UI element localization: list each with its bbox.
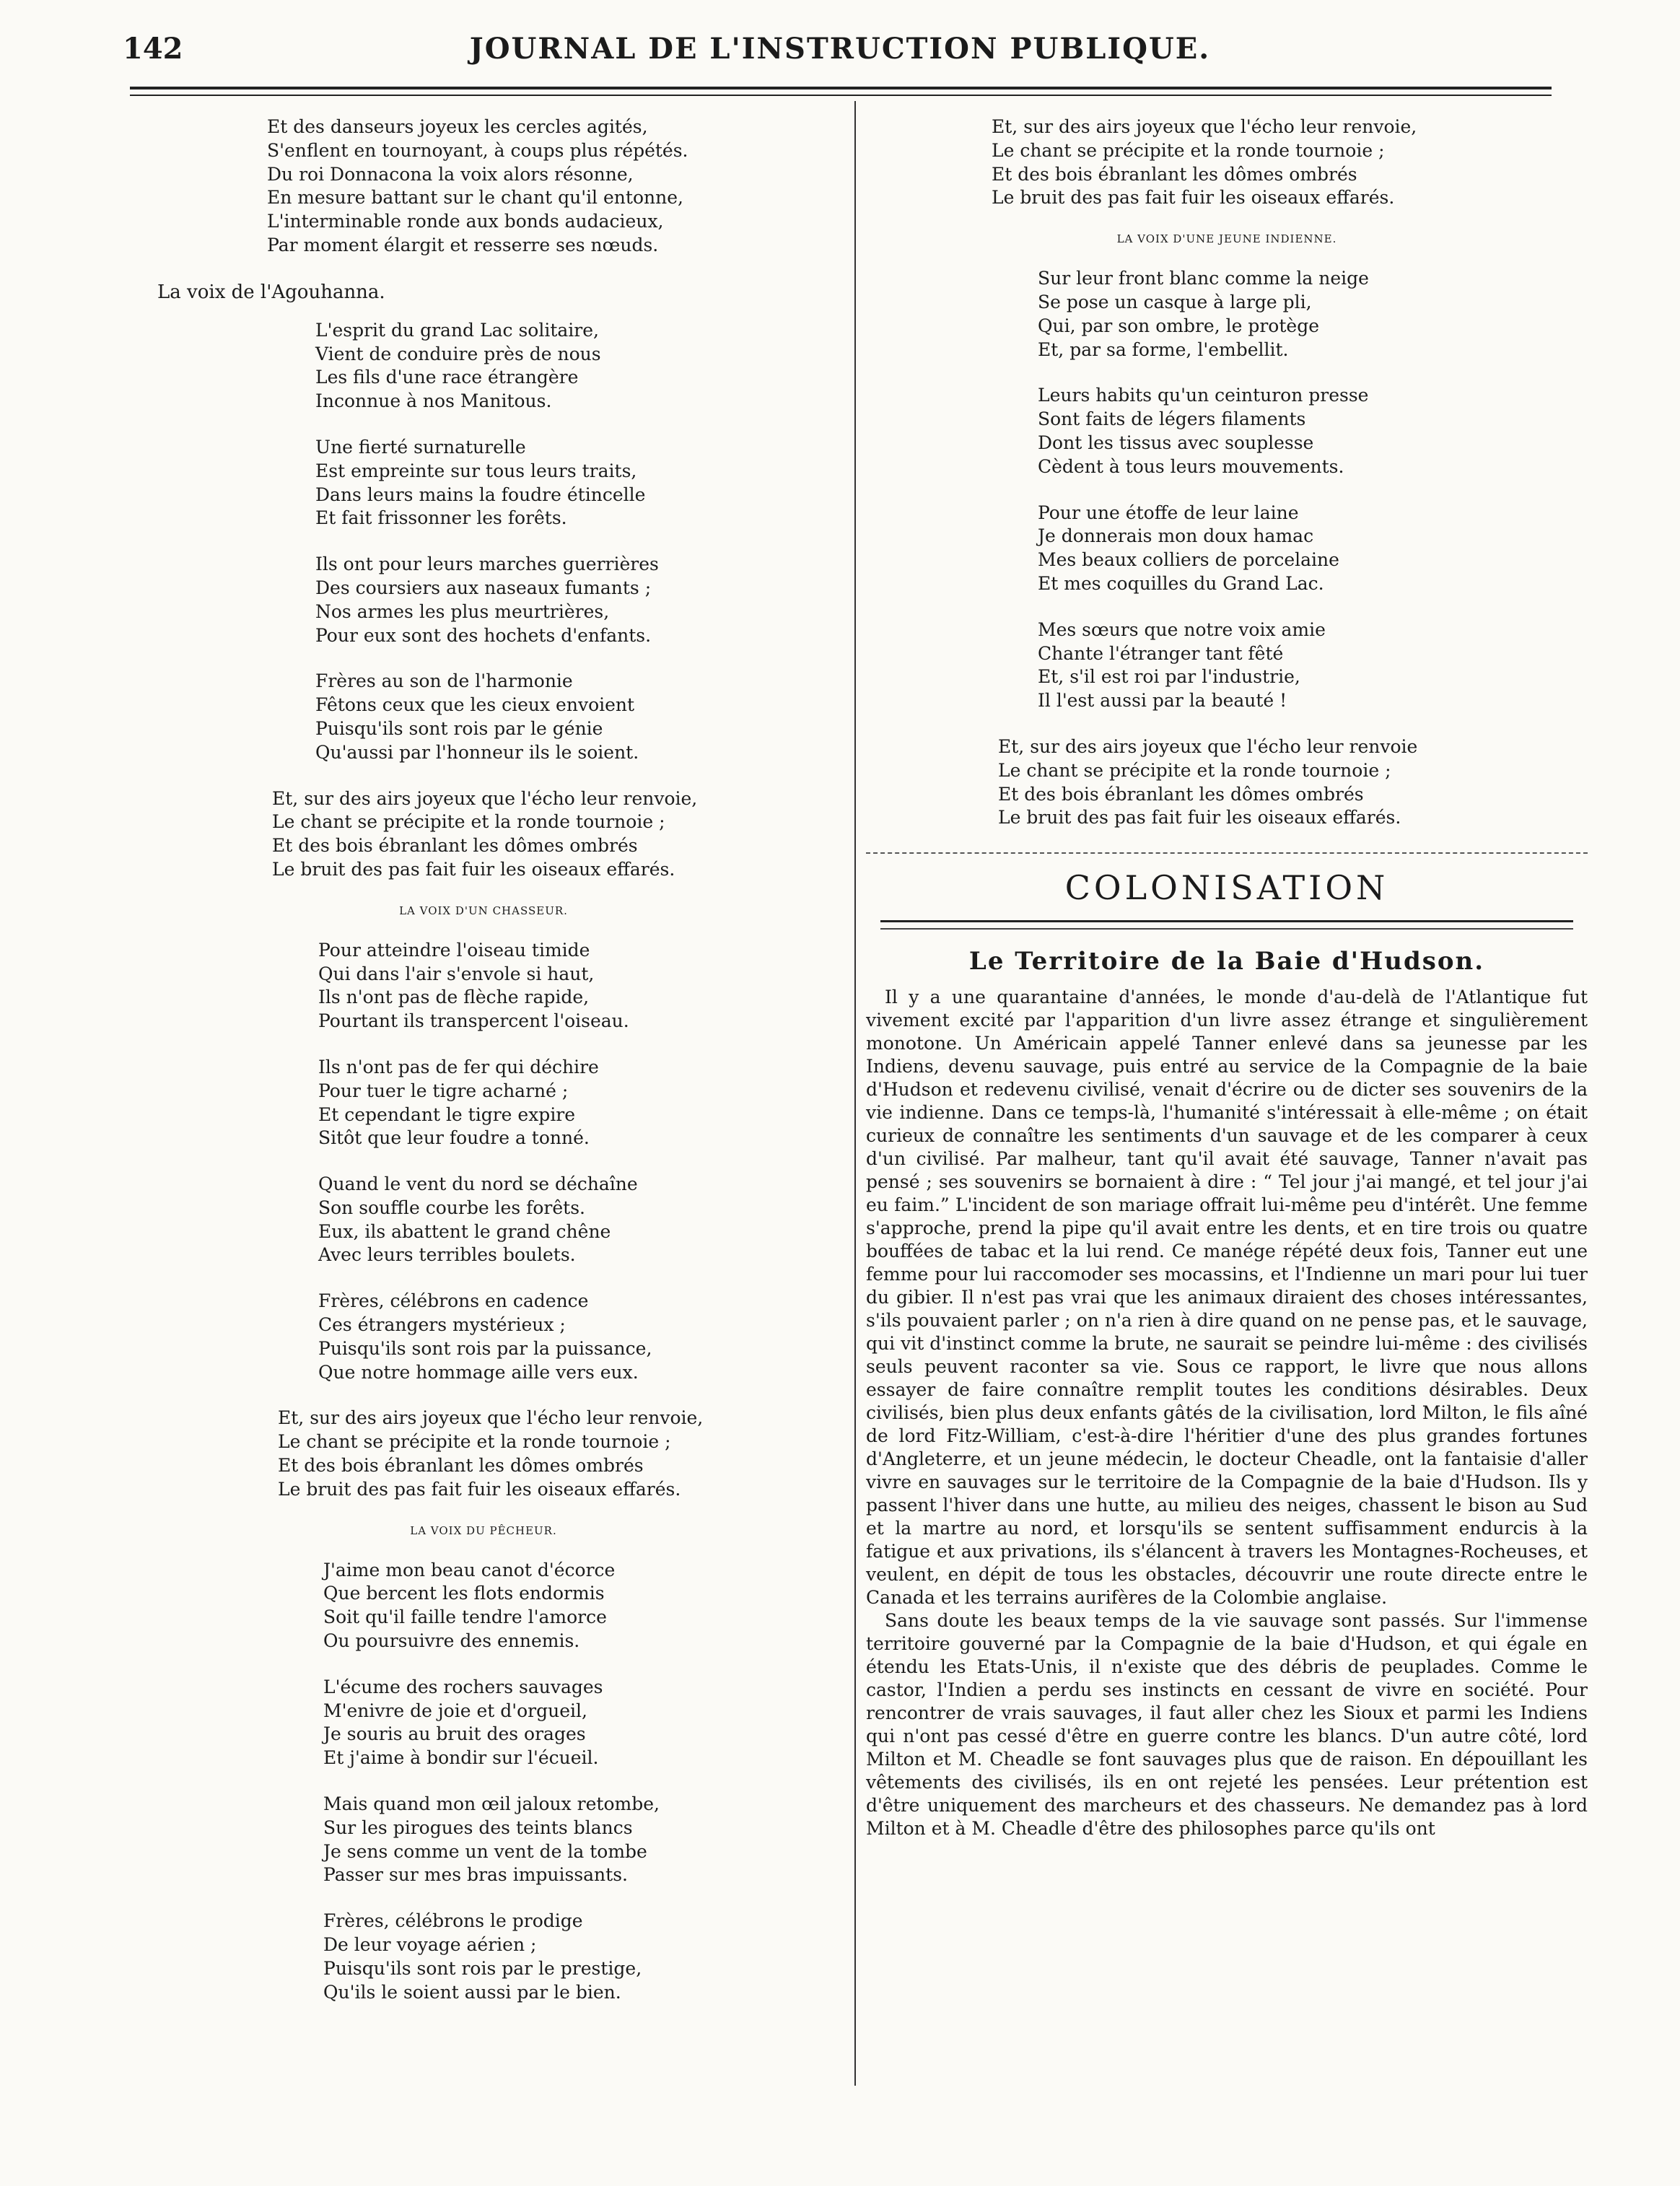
verse-line: Mes sœurs que notre voix amie [1038, 618, 1326, 640]
verse-line: Pourtant ils transpercent l'oiseau. [318, 1010, 629, 1032]
verse-line: Les fils d'une race étrangère [315, 367, 579, 388]
verse-line: Il l'est aussi par la beauté ! [1038, 690, 1287, 712]
refrain-bottom [998, 735, 1588, 830]
stanza [318, 939, 823, 1033]
verse-line: Est empreinte sur tous leurs traits, [315, 460, 637, 481]
verse-line: Par moment élargit et resserre ses nœuds. [267, 234, 659, 255]
refrain-1 [272, 787, 823, 882]
refrain-top [992, 115, 1588, 210]
stanza [315, 553, 823, 647]
stanza [318, 1290, 823, 1384]
pecheur-song [323, 1559, 823, 2005]
verse-line: Leurs habits qu'un ceinturon presse [1038, 385, 1369, 406]
verse-line: Cèdent à tous leurs mouvements. [1038, 455, 1344, 477]
verse-line: Pour atteindre l'oiseau timide [318, 939, 590, 961]
verse-line: Frères, célébrons le prodige [323, 1910, 583, 1932]
article-title: Le Territoire de la Baie d'Hudson. [968, 947, 1485, 976]
verse-line: Et cependant le tigre expire [318, 1103, 576, 1125]
verse-line: Je souris au bruit des orages [323, 1723, 586, 1745]
verse-line: Sitôt que leur foudre a tonné. [318, 1127, 590, 1149]
verse-line: En mesure battant sur le chant qu'il entonne, [267, 187, 683, 209]
verse-line: Je donnerais mon doux hamac [1038, 525, 1314, 547]
stanza [1038, 267, 1588, 362]
article-body [866, 986, 1588, 1840]
speaker-agouhanna: La voix de l'Agouhanna. [157, 281, 385, 303]
verse-line: Pour eux sont des hochets d'enfants. [315, 624, 652, 646]
stanza [323, 1676, 823, 1770]
verse-line: Et des bois ébranlant les dômes ombrés [998, 783, 1364, 805]
verse-line: Inconnue à nos Manitous. [315, 390, 552, 412]
agouhanna-song [315, 319, 823, 765]
verse-line: Le bruit des pas fait fuir les oiseaux effarés. [272, 858, 675, 880]
verse-line: Et, sur des airs joyeux que l'écho leur renvoie, [272, 787, 698, 809]
verse-line: De leur voyage aérien ; [323, 1934, 537, 1956]
verse-line: Puisqu'ils sont rois par le génie [315, 717, 603, 739]
header-rule [130, 87, 1552, 96]
verse-line: Pour tuer le tigre acharné ; [318, 1080, 569, 1101]
column-divider [854, 101, 856, 2086]
verse-line: Et des bois ébranlant les dômes ombrés [272, 835, 638, 857]
verse-line: Le bruit des pas fait fuir les oiseaux effarés. [998, 807, 1401, 829]
verse-line: Mes beaux colliers de porcelaine [1038, 549, 1339, 571]
verse-line: Et mes coquilles du Grand Lac. [1038, 572, 1324, 594]
stanza [315, 670, 823, 764]
right-column [866, 115, 1588, 1840]
chasseur-song [318, 939, 823, 1385]
verse-line: Que bercent les flots endormis [323, 1583, 605, 1604]
verse-line: L'esprit du grand Lac solitaire, [315, 319, 599, 341]
verse-line: Le bruit des pas fait fuir les oiseaux effarés. [992, 187, 1395, 209]
verse-line: Sur leur front blanc comme la neige [1038, 268, 1369, 289]
verse-line: Mais quand mon œil jaloux retombe, [323, 1793, 660, 1815]
verse-line: Du roi Donnacona la voix alors résonne, [267, 163, 634, 185]
verse-line: Chante l'étranger tant fêté [1038, 642, 1284, 664]
verse-line: Ils n'ont pas de fer qui déchire [318, 1056, 599, 1077]
verse-line: Qu'ils le soient aussi par le bien. [323, 1981, 621, 2003]
stanza [1038, 502, 1588, 596]
article-paragraph: Sans doute les beaux temps de la vie sauvage sont passés. Sur l'immense territoire gouverné par la Compagnie de la baie d'Hudson, et qui égale en étendu les Etats-Unis, il n'existe que des débris de peuplades. Comme le castor, l'Indien a perdu ses instincts en cessant de vivre en société. Pour rencontrer de vrais sauvages, il faut aller chez les Sioux et parmi les Indiens qui n'ont pas cessé d'être en guerre contre les blancs. D'un autre côté, lord Milton et M. Cheadle se font sauvages plus que de raison. En dépouillant les vêtements des civilisés, ils en ont rejeté les pensées. Leur prétention est d'être uniquement des marcheurs et des chasseurs. Ne demandez pas à lord Milton et à M. Cheadle d'être des philosophes parce qu'ils ont [866, 1610, 1588, 1840]
verse-line: Puisqu'ils sont rois par le prestige, [323, 1957, 642, 1979]
verse-line: Et des bois ébranlant les dômes ombrés [992, 163, 1357, 185]
verse-line: Et des danseurs joyeux les cercles agités, [267, 116, 648, 137]
verse-line: Sont faits de légers filaments [1038, 408, 1306, 430]
stanza [318, 1056, 823, 1150]
verse-line: Ou poursuivre des ennemis. [323, 1630, 580, 1652]
chasseur-heading: LA VOIX D'UN CHASSEUR. [399, 904, 568, 917]
stanza [1038, 384, 1588, 478]
verse-line: Qui, par son ombre, le protège [1038, 315, 1320, 336]
verse-line: Frères au son de l'harmonie [315, 670, 573, 692]
verse-line: Ces étrangers mystérieux ; [318, 1314, 566, 1336]
verse-line: Puisqu'ils sont rois par la puissance, [318, 1337, 652, 1359]
indienne-heading: LA VOIX D'UNE JEUNE INDIENNE. [1116, 232, 1337, 246]
verse-line: Le chant se précipite et la ronde tournoie ; [992, 139, 1385, 161]
verse-line: Ils n'ont pas de flèche rapide, [318, 987, 590, 1008]
verse-line: Le chant se précipite et la ronde tournoie ; [998, 759, 1391, 781]
verse-line: Pour une étoffe de leur laine [1038, 502, 1299, 523]
stanza [323, 1559, 823, 1653]
verse-line: J'aime mon beau canot d'écorce [323, 1559, 616, 1581]
verse-line: Le chant se précipite et la ronde tournoie ; [278, 1431, 671, 1453]
verse-line: Que notre hommage aille vers eux. [318, 1361, 639, 1383]
verse-line: Des coursiers aux naseaux fumants ; [315, 577, 652, 598]
stanza [323, 1910, 823, 2004]
verse-line: Fêtons ceux que les cieux envoient [315, 694, 635, 716]
verse-line: Passer sur mes bras impuissants. [323, 1864, 628, 1886]
stanza [323, 1793, 823, 1887]
section-bottom-rule [880, 920, 1573, 930]
verse-line: Vient de conduire près de nous [315, 343, 601, 364]
verse-line: Et, sur des airs joyeux que l'écho leur renvoie [998, 735, 1418, 757]
verse-line: Et fait frissonner les forêts. [315, 507, 567, 529]
stanza [315, 436, 823, 530]
verse-line: Quand le vent du nord se déchaîne [318, 1173, 638, 1195]
verse-line: S'enflent en tournoyant, à coups plus répétés. [267, 139, 688, 161]
verse-line: Je sens comme un vent de la tombe [323, 1840, 647, 1862]
stanza [315, 319, 823, 414]
verse-line: Et, par sa forme, l'embellit. [1038, 338, 1289, 360]
verse-line: Le bruit des pas fait fuir les oiseaux effarés. [278, 1478, 681, 1500]
verse-line: Nos armes les plus meurtrières, [315, 600, 610, 622]
section-heading: COLONISATION [1064, 868, 1389, 908]
verse-line: Qu'aussi par l'honneur ils le soient. [315, 741, 639, 763]
verse-line: M'enivre de joie et d'orgueil, [323, 1700, 587, 1721]
verse-line: L'écume des rochers sauvages [323, 1676, 603, 1697]
verse-line: L'interminable ronde aux bonds audacieux, [267, 211, 664, 232]
verse-line: Frères, célébrons en cadence [318, 1290, 589, 1312]
stanza [318, 1173, 823, 1267]
verse-line: Soit qu'il faille tendre l'amorce [323, 1606, 607, 1628]
verse-line: Ils ont pour leurs marches guerrières [315, 554, 659, 575]
verse-line: Et j'aime à bondir sur l'écueil. [323, 1747, 599, 1769]
verse-line: Se pose un casque à large pli, [1038, 291, 1312, 312]
verse-line: Sur les pirogues des teints blancs [323, 1816, 633, 1838]
page-number: 142 [123, 32, 183, 66]
opening-verse [267, 115, 823, 258]
stanza [1038, 618, 1588, 713]
verse-line: Qui dans l'air s'envole si haut, [318, 963, 595, 984]
article-paragraph: Il y a une quarantaine d'années, le monde d'au-delà de l'Atlantique fut vivement excité par l'apparition d'un livre assez étrange et singulièrement monotone. Un Américain appelé Tanner enlevé dans sa jeunesse par les Indiens, devenu sauvage, puis entré au service de la Compagnie de la baie d'Hudson et redevenu civilisé, venait d'écrire ou de dicter ses souvenirs de la vie indienne. Dans ce temps-là, l'humanité s'intéressait à elle-même ; on était curieux de connaître les sentiments d'un sauvage et de les comparer à ceux d'un civilisé. Par malheur, tant qu'il avait été sauvage, Tanner n'avait pas pensé ; ses souvenirs se bornaient à dire : “ Tel jour j'ai mangé, et tel jour j'ai eu faim.” L'incident de son mariage offrait lui-même peu d'intérêt. Une femme s'approche, prend la pipe qu'il avait entre les dents, et en tire trois ou quatre bouffées de tabac et la lui rend. Ce manége répété deux fois, Tanner eut une femme pour lui raccomoder ses mocassins, et l'Indienne un mari pour lui tuer du gibier. Il n'est pas vrai que les animaux diraient des choses intéressantes, s'ils pouvaient parler ; on n'a rien à dire quand on ne pense pas, et le sauvage, qui vit d'instinct comme la brute, ne saurait se peindre lui-même : des civilisés seuls peuvent raconter sa vie. Sous ce rapport, le livre que nous allons essayer de faire connaître remplit toutes les conditions désirables. Deux civilisés, bien plus deux enfants gâtés de la civilisation, lord Milton, le fils aîné de lord Fitz-William, c'est-à-dire l'héritier d'une des plus grandes fortunes d'Angleterre, et un jeune médecin, le docteur Cheadle, ont la fantaisie d'aller vivre en sauvages sur le territoire de la Compagnie de la baie d'Hudson. Ils y passent l'hiver dans une hutte, au milieu des neiges, chassent le bison au Sud et la martre au nord, et lorsqu'ils se sentent suffisamment endurcis à la fatigue et aux privations, ils s'élancent à travers les Montagnes-Rocheuses, et veulent, en dépit de tous les obstacles, découvrir une route directe entre le Canada et les terrains aurifères de la Colombie anglaise. [866, 987, 1588, 1609]
running-head: JOURNAL DE L'INSTRUCTION PUBLIQUE. [469, 32, 1211, 66]
refrain-2 [278, 1407, 823, 1501]
verse-line: Et, sur des airs joyeux que l'écho leur renvoie, [278, 1407, 704, 1429]
verse-line: Et, sur des airs joyeux que l'écho leur renvoie, [992, 116, 1417, 137]
pecheur-heading: LA VOIX DU PÊCHEUR. [410, 1523, 557, 1537]
verse-line: Et, s'il est roi par l'industrie, [1038, 666, 1300, 688]
indienne-song [1038, 267, 1588, 713]
verse-line: Dont les tissus avec souplesse [1038, 432, 1314, 453]
verse-line: Avec leurs terribles boulets. [318, 1244, 576, 1266]
verse-line: Et des bois ébranlant les dômes ombrés [278, 1455, 644, 1477]
verse-line: Une fierté surnaturelle [315, 436, 526, 458]
verse-line: Eux, ils abattent le grand chêne [318, 1220, 611, 1242]
left-column [144, 115, 823, 2027]
verse-line: Dans leurs mains la foudre étincelle [315, 484, 646, 505]
verse-line: Le chant se précipite et la ronde tournoie ; [272, 811, 665, 833]
verse-line: Son souffle courbe les forêts. [318, 1197, 585, 1218]
